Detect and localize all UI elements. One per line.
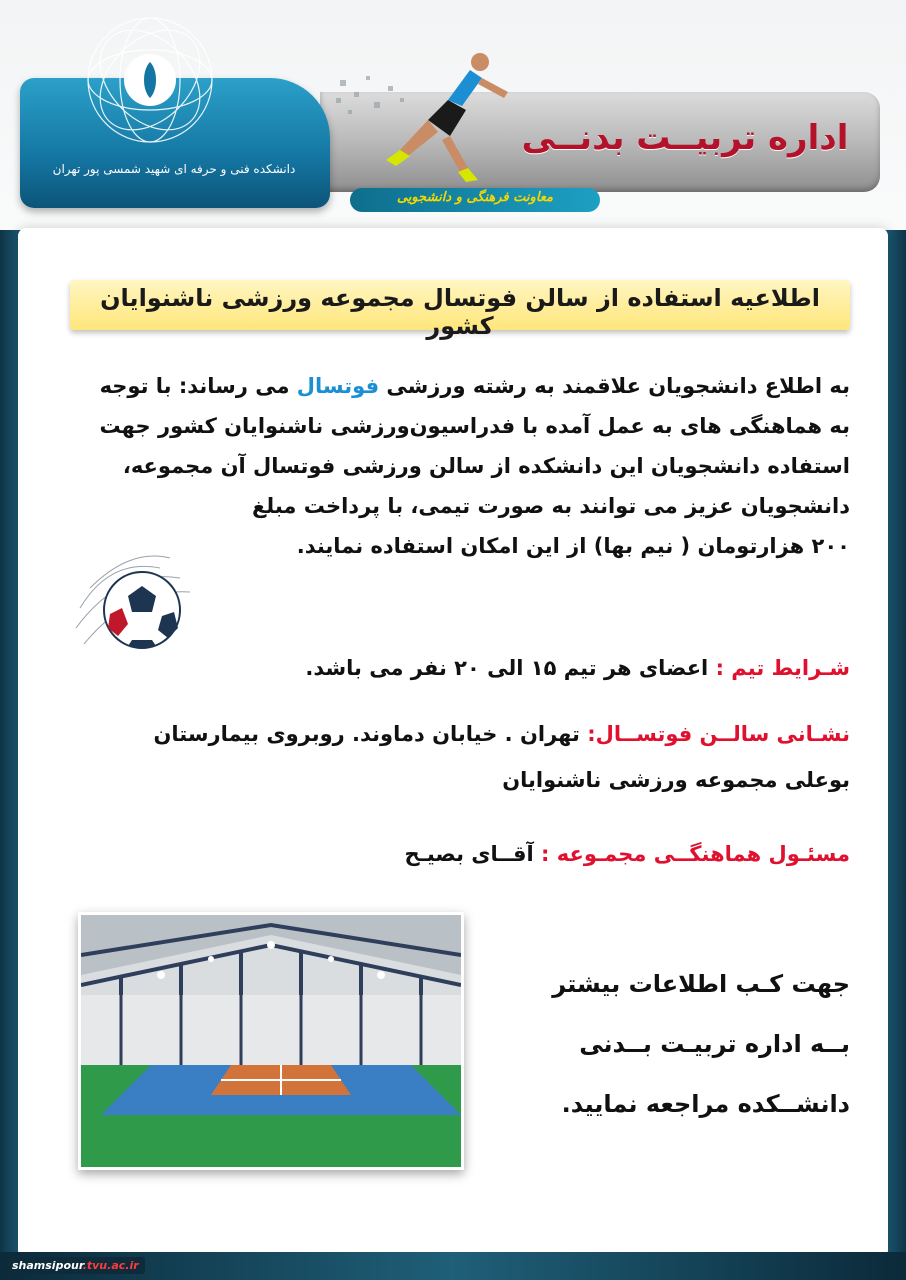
address-value-1: تهران . خیابان دماوند. روبروی بیمارستان — [153, 722, 580, 746]
sport-highlight: فوتسال — [296, 374, 380, 398]
office-title: اداره تربیــت بدنــی — [521, 118, 849, 158]
coordinator-value: آقــای بصیـح — [404, 842, 534, 866]
contact-line-2: بــه اداره تربیـت بــدنی — [579, 1030, 850, 1058]
address-row — [60, 722, 850, 808]
coordinator-row — [60, 842, 850, 882]
deputy-label: معاونت فرهنگی و دانشجویی — [396, 190, 554, 205]
college-name: دانشکده فنی و حرفه ای شهید شمسی پور تهران — [52, 162, 296, 176]
coordinator-line — [60, 842, 850, 882]
site-url-prefix: shamsipour — [12, 1259, 83, 1272]
coordinator-label: مسئـول هماهنگــی مجمـوعه : — [541, 842, 850, 866]
announcement-line-3: استفاده دانشجویان این دانشکده از سالن ورزشی فوتسال آن مجموعه، — [122, 454, 850, 478]
contact-line-1: جهت کـب اطلاعات بیشتر — [552, 970, 850, 998]
headline: اطلاعیه استفاده از سالن فوتسال مجموعه ورزشی ناشنوایان کشور — [100, 284, 820, 340]
conditions-label: شـرایط تیم : — [715, 656, 850, 680]
address-line-1 — [60, 722, 850, 762]
announcement-line-4: دانشجویان عزیز می توانند به صورت تیمی، با پرداخت مبلغ — [251, 494, 850, 518]
conditions-value: اعضای هر تیم ۱۵ الی ۲۰ نفر می باشد. — [305, 656, 709, 680]
contact-info — [500, 970, 850, 1150]
runner-icon — [330, 40, 530, 190]
conditions-row — [60, 656, 850, 696]
announcement-line-2: به هماهنگی های به عمل آمده با فدراسیون‌ورزشی ناشنوایان کشور جهت — [99, 414, 850, 438]
site-url[interactable] — [6, 1257, 145, 1274]
college-logo-icon — [80, 10, 220, 150]
announcement-body — [60, 374, 850, 574]
futsal-hall-photo — [78, 912, 464, 1170]
soccer-ball-icon — [70, 548, 210, 668]
address-value-2: بوعلی مجموعه ورزشی ناشنوایان — [502, 768, 850, 792]
contact-line-3: دانشــکده مراجعه نمایید. — [561, 1090, 850, 1118]
conditions-line — [60, 656, 850, 696]
announcement-line-5: ۲۰۰ هزارتومان ( نیم بها) از این امکان استفاده نمایند. — [296, 534, 850, 558]
futsal-hall-image — [81, 915, 461, 1167]
site-url-suffix: .tvu.ac.ir — [82, 1259, 139, 1272]
address-label: نشـانی سالــن فوتســال: — [587, 722, 850, 746]
announcement-line-1-end: می رساند: با توجه — [99, 374, 290, 398]
announcement-line-1 — [60, 374, 850, 414]
announcement-line-1-start: به اطلاع دانشجویان علاقمند به رشته ورزشی — [386, 374, 850, 398]
